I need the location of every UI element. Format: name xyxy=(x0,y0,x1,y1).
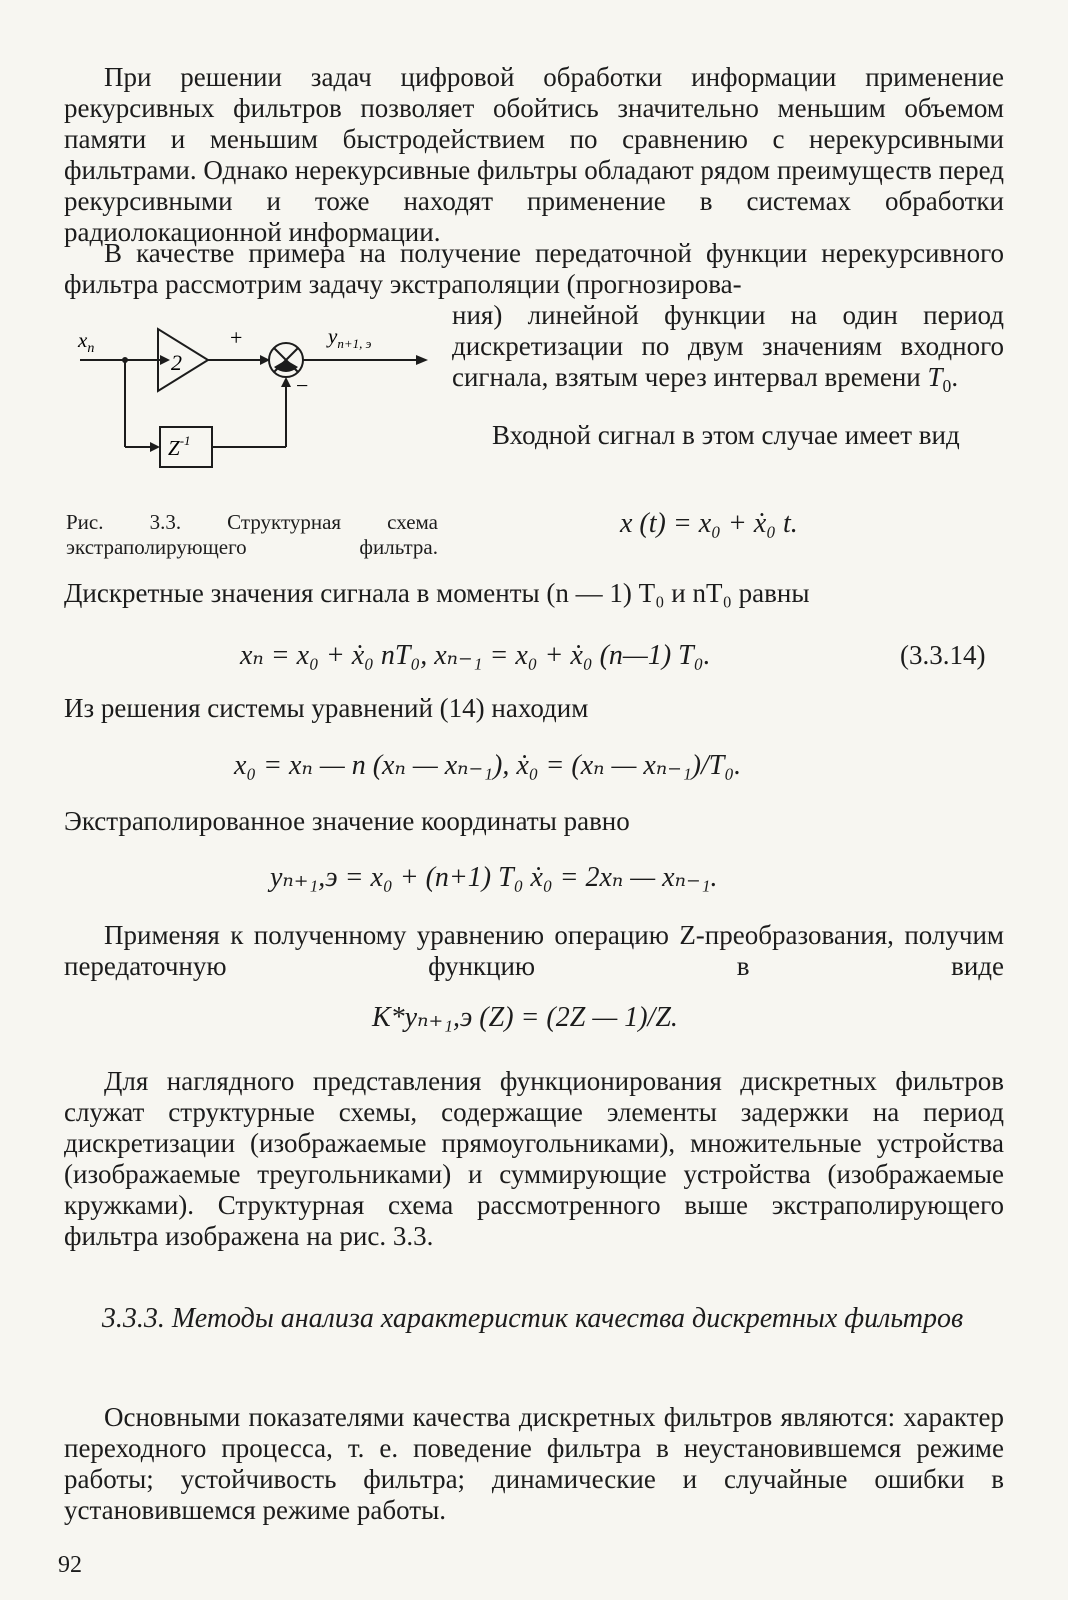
paragraph-example-side-text: ния) линейной функции на один период дискретизации по двум значениям входного сигнала, взятым через интервал времени xyxy=(452,300,1004,392)
equation-3-3-14: xₙ = x₀ + ẋ₀ nT₀, xₙ₋₁ = x₀ + ẋ₀ (n—1) T₀. xyxy=(240,640,711,671)
minus-sign: − xyxy=(296,373,309,398)
delay-input-arrow xyxy=(150,442,160,452)
time-symbol-sub: 0 xyxy=(942,376,952,397)
output-arrow xyxy=(416,355,428,365)
equation-signal: x (t) = x₀ + ẋ₀ t. xyxy=(620,508,798,539)
section-heading: 3.3.3. Методы анализа характеристик качества дискретных фильтров xyxy=(101,1303,964,1334)
gain-label: 2 xyxy=(171,350,182,375)
delay-label-main: Z xyxy=(168,436,180,460)
paragraph-structural-schemes: Для наглядного представления функционирования дискретных фильтров служат структурные схемы, содержащие элементы задержки на период дискретизации (изображаемые прямоугольниками), множительные устройства (изображаемые треугольниками) и суммирующие устройства (изображаемые кружками). Структурная схема рассмотренного выше экстраполирующего фильтра изображена на рис. 3.3. xyxy=(64,1066,1004,1251)
plus-sign: + xyxy=(230,325,243,350)
paragraph-extrapolated: Экстраполированное значение координаты равно xyxy=(64,806,630,836)
output-label-sub: n+1, э xyxy=(337,336,372,351)
input-label xyxy=(77,328,94,356)
equation-solution: x₀ = xₙ — n (xₙ — xₙ₋₁), ẋ₀ = (xₙ — xₙ₋₁)/T₀. xyxy=(234,750,742,781)
summer-shaded xyxy=(274,360,298,372)
equation-extrapolated: yₙ₊₁,э = x₀ + (n+1) T₀ ẋ₀ = 2xₙ — xₙ₋₁. xyxy=(270,862,718,893)
feedback-arrow xyxy=(281,377,291,387)
input-label-main: x xyxy=(78,328,88,352)
input-label-sub: n xyxy=(87,341,95,356)
equation-number: (3.3.14) xyxy=(900,640,986,670)
time-symbol-period: . xyxy=(951,362,959,392)
output-label xyxy=(326,324,372,351)
paragraph-solution: Из решения системы уравнений (14) находим xyxy=(64,693,589,723)
output-label-main: y xyxy=(328,324,338,348)
block-diagram xyxy=(70,315,440,490)
paragraph-quality-indicators: Основными показателями качества дискретных фильтров являются: характер переходного процесса, т. е. поведение фильтра в неустановившемся режиме работы; устойчивость фильтра; динамические и случайные ошибки в установившемся режиме работы. xyxy=(64,1402,1004,1525)
time-symbol: T xyxy=(927,362,943,392)
paragraph-example-side xyxy=(452,300,1004,402)
page-number: 92 xyxy=(58,1552,82,1578)
equation-transfer-function: K*yₙ₊₁,э (Z) = (2Z — 1)/Z. xyxy=(372,1002,678,1033)
paragraph-z-transform: Применяя к полученному уравнению операцию Z-преобразования, получим передаточную функцию в виде xyxy=(64,920,1004,981)
input-arrow xyxy=(160,355,170,365)
paragraph-recursive-filters: При решении задач цифровой обработки информации применение рекурсивных фильтров позволяет обойтись значительно меньшим объемом памяти и меньшим быстродействием по сравнению с нерекурсивными фильтрами. Однако нерекурсивные фильтры обладают рядом преимуществ перед рекурсивными и тоже находят применение в системах обработки радиолокационной информации. xyxy=(64,62,1004,247)
paragraph-example-intro: В качестве примера на получение передаточной функции нерекурсивного фильтра рассмотрим задачу экстраполяции (прогнозирова- xyxy=(64,238,1004,299)
delay-label-sup: -1 xyxy=(179,433,191,448)
delay-label xyxy=(168,433,191,460)
paragraph-discrete-values: Дискретные значения сигнала в моменты (n — 1) T₀ и nT₀ равны xyxy=(64,578,810,608)
figure-caption: Рис. 3.3. Структурная схема экстраполирующего фильтра. xyxy=(66,510,438,559)
paragraph-input-signal: Входной сигнал в этом случае имеет вид xyxy=(492,420,960,450)
